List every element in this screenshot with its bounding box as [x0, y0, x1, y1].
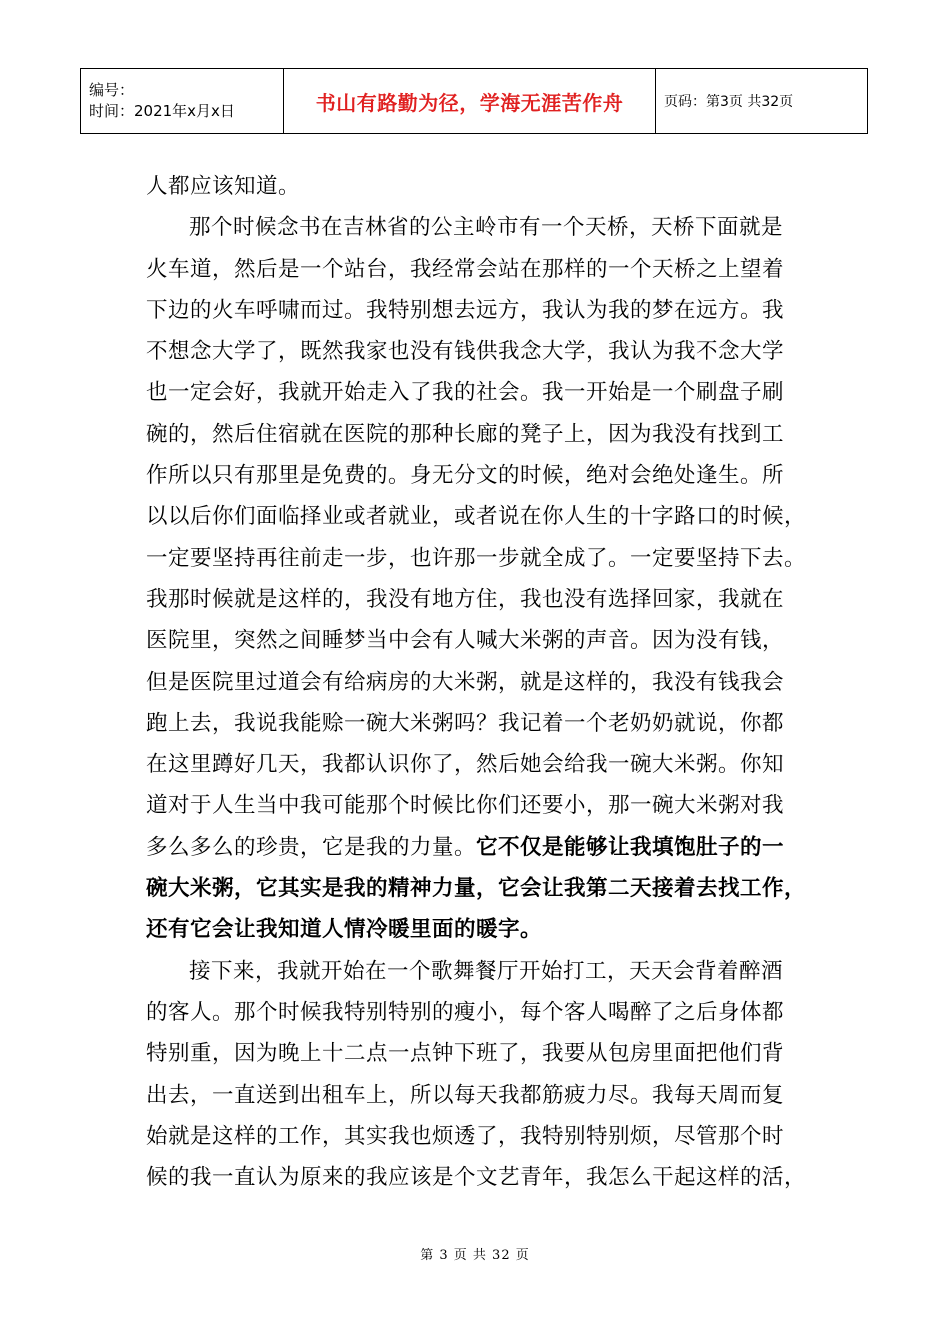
text-line — [146, 620, 826, 661]
text-line — [146, 331, 826, 372]
text-line-content: 还有它会让我知道人情冷暖里面的暖字。 — [146, 917, 543, 943]
text-line-content: 一定要坚持再往前走一步，也许那一步就全成了。一定要坚持下去。 — [146, 545, 807, 571]
text-line — [146, 538, 826, 579]
header-motto: 书山有路勤为径，学海无涯苦作舟 — [315, 90, 624, 115]
text-line — [146, 414, 826, 455]
text-line-content: 我那时候就是这样的，我没有地方住，我也没有选择回家，我就在 — [146, 586, 785, 612]
text-line-content: 出去，一直送到出租车上，所以每天我都筋疲力尽。我每天周而复 — [146, 1082, 785, 1108]
text-line-content: 火车道，然后是一个站台，我经常会站在那样的一个天桥之上望着 — [146, 256, 785, 282]
text-line-content: 碗大米粥，它其实是我的精神力量，它会让我第二天接着去找工作， — [146, 876, 807, 902]
header-page-label: 页码：第3页 共32页 — [664, 94, 794, 110]
page-footer — [0, 1244, 950, 1263]
text-line — [146, 372, 826, 413]
text-line-content: 人都应该知道。 — [146, 174, 301, 199]
text-line-content: 碗的，然后住宿就在医院的那种长廊的凳子上，因为我没有找到工 — [146, 421, 785, 447]
header-motto-cell — [284, 69, 656, 134]
text-line — [146, 207, 826, 248]
text-line — [146, 992, 826, 1033]
text-line — [146, 827, 826, 868]
text-line-content: 作所以只有那里是免费的。身无分文的时候，绝对会绝处逢生。所 — [146, 463, 785, 489]
text-line-content: 候的我一直认为原来的我应该是个文艺青年，我怎么干起这样的活， — [146, 1165, 807, 1191]
text-line — [146, 496, 826, 537]
text-line — [146, 249, 826, 290]
text-line-content: 接下来，我就开始在一个歌舞餐厅开始打工，天天会背着醉酒 — [189, 958, 784, 984]
document-number-label: 编号： — [89, 81, 135, 99]
text-line — [146, 579, 826, 620]
header-page-cell — [656, 69, 868, 134]
document-date-label: 时间：2021年x月x日 — [89, 102, 235, 120]
text-line-bold-content: 它不仅是能够让我填饱肚子的一 — [476, 834, 785, 860]
text-line-content: 那个时候念书在吉林省的公主岭市有一个天桥，天桥下面就是 — [189, 215, 784, 241]
text-line-content: 道对于人生当中我可能那个时候比你们还要小，那一碗大米粥对我 — [146, 793, 785, 819]
text-line — [146, 703, 826, 744]
text-line — [146, 951, 826, 992]
text-line-content: 也一定会好，我就开始走入了我的社会。我一开始是一个刷盘子刷 — [146, 380, 785, 406]
text-line — [146, 1075, 826, 1116]
text-line — [146, 166, 826, 207]
header-meta-cell — [81, 69, 284, 134]
text-line-content: 以以后你们面临择业或者就业，或者说在你人生的十字路口的时候， — [146, 504, 807, 530]
text-line-content: 不想念大学了，既然我家也没有钱供我念大学，我认为我不念大学 — [146, 339, 785, 365]
text-line — [146, 744, 826, 785]
text-line — [146, 290, 826, 331]
text-line-content: 在这里蹲好几天，我都认识你了，然后她会给我一碗大米粥。你知 — [146, 752, 785, 778]
text-line-content: 始就是这样的工作，其实我也烦透了，我特别特别烦，尽管那个时 — [146, 1123, 785, 1149]
text-line — [146, 868, 826, 909]
text-line-content: 跑上去，我说我能赊一碗大米粥吗？我记着一个老奶奶就说，你都 — [146, 710, 785, 736]
text-line — [146, 909, 826, 950]
text-line — [146, 455, 826, 496]
text-line — [146, 662, 826, 703]
text-line — [146, 1116, 826, 1157]
text-line-content: 多么多么的珍贵，它是我的力量。 — [146, 834, 477, 860]
page-header — [80, 68, 868, 134]
text-line — [146, 785, 826, 826]
document-body — [146, 166, 826, 1198]
text-line-content: 特别重，因为晚上十二点一点钟下班了，我要从包房里面把他们背 — [146, 1041, 785, 1067]
text-line-content: 的客人。那个时候我特别特别的瘦小，每个客人喝醉了之后身体都 — [146, 999, 785, 1025]
text-line-content: 医院里，突然之间睡梦当中会有人喊大米粥的声音。因为没有钱， — [146, 628, 785, 654]
text-line-content: 但是医院里过道会有给病房的大米粥，就是这样的，我没有钱我会 — [146, 669, 785, 695]
text-line-content: 下边的火车呼啸而过。我特别想去远方，我认为我的梦在远方。我 — [146, 297, 785, 323]
footer-page-number: 第 3 页 共 32 页 — [420, 1248, 530, 1263]
text-line — [146, 1033, 826, 1074]
text-line — [146, 1157, 826, 1198]
